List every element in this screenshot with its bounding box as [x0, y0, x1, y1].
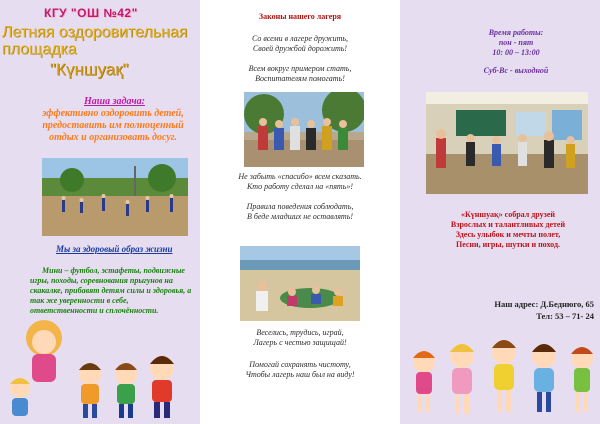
- verse-5: [210, 328, 390, 348]
- verse-1: [210, 34, 390, 54]
- verse-2-line-2: Воспитателям помогать!: [255, 74, 345, 83]
- verse-3-line-1: Не забыть «спасибо» всем сказать.: [238, 172, 362, 181]
- laws-title: Законы нашего лагеря: [258, 12, 342, 21]
- sports-field-photo: [42, 158, 188, 236]
- task-title: Наша задача:: [84, 96, 145, 107]
- friends-line-2: Взрослых и талантливых детей: [450, 220, 566, 229]
- right-panel: [400, 0, 600, 424]
- working-hours: [436, 28, 596, 58]
- cartoon-children-illustration: [4, 318, 196, 422]
- verse-4-line-2: В беде младших не оставлять!: [247, 212, 353, 221]
- camp-name: "Күншуақ": [50, 60, 129, 79]
- friends-line-3: Здесь улыбок и мечты полет,: [455, 230, 561, 239]
- verse-6-line-2: Чтобы лагерь наш был на виду!: [245, 370, 355, 379]
- address: Наш адрес: Д.Беднюго, 65: [494, 299, 594, 309]
- verse-4: [210, 202, 390, 222]
- camp-title: Летняя оздоровительная площадка: [2, 24, 188, 58]
- middle-panel: [200, 0, 400, 424]
- beach-photo: [240, 246, 360, 321]
- verse-2: [210, 64, 390, 84]
- verse-1-line-1: Со всеми в лагере дружить,: [251, 34, 349, 43]
- group-photo-outdoor: [244, 92, 364, 167]
- verse-6: [210, 360, 390, 380]
- verse-2-line-1: Всем вокруг примером стать,: [248, 64, 352, 73]
- contact-info: [494, 298, 594, 322]
- friends-line-1: «Күншуақ» собрал друзей: [461, 210, 555, 219]
- health-caption: Мы за здоровый образ жизни: [56, 244, 173, 254]
- verse-6-line-1: Помогай сохранять чистоту,: [249, 360, 351, 369]
- verse-5-line-2: Лагерь с честью защищай!: [253, 338, 347, 347]
- hours-days: пон - пят: [498, 38, 534, 47]
- task-text: эффективно оздоровить детей, предоставить им полноценный отдых и организовать досуг.: [42, 108, 184, 143]
- hours-time: 10: 00 – 13:00: [492, 48, 540, 57]
- friends-poem: [420, 210, 596, 250]
- verse-4-line-1: Правила поведения соблюдать,: [246, 202, 354, 211]
- verse-3: [210, 172, 390, 192]
- verse-3-line-2: Кто работу сделал на «пять»!: [246, 182, 354, 191]
- verse-1-line-2: Своей дружбой дорожить!: [252, 44, 348, 53]
- hours-title: Время работы:: [488, 28, 544, 37]
- health-text: Мини – футбол, эстафеты, подвижные игры, походы, соревнования прыгунов на скакалке, прибавят детям силы и здоровья, а так же уверенности в себе, ответственности и сплочённости.: [30, 266, 192, 315]
- verse-5-line-1: Веселись, трудись, играй,: [256, 328, 344, 337]
- friends-line-4: Песни, игры, шутки и поход.: [455, 240, 560, 249]
- phone: Тел: 53 – 71- 24: [536, 311, 594, 321]
- classroom-photo: [426, 92, 588, 194]
- cartoon-kids-illustration: [404, 322, 598, 422]
- weekend-note: Суб-Вс - выходной: [483, 66, 549, 75]
- school-name: КГУ "ОШ №42": [44, 6, 138, 20]
- left-panel: [0, 0, 200, 424]
